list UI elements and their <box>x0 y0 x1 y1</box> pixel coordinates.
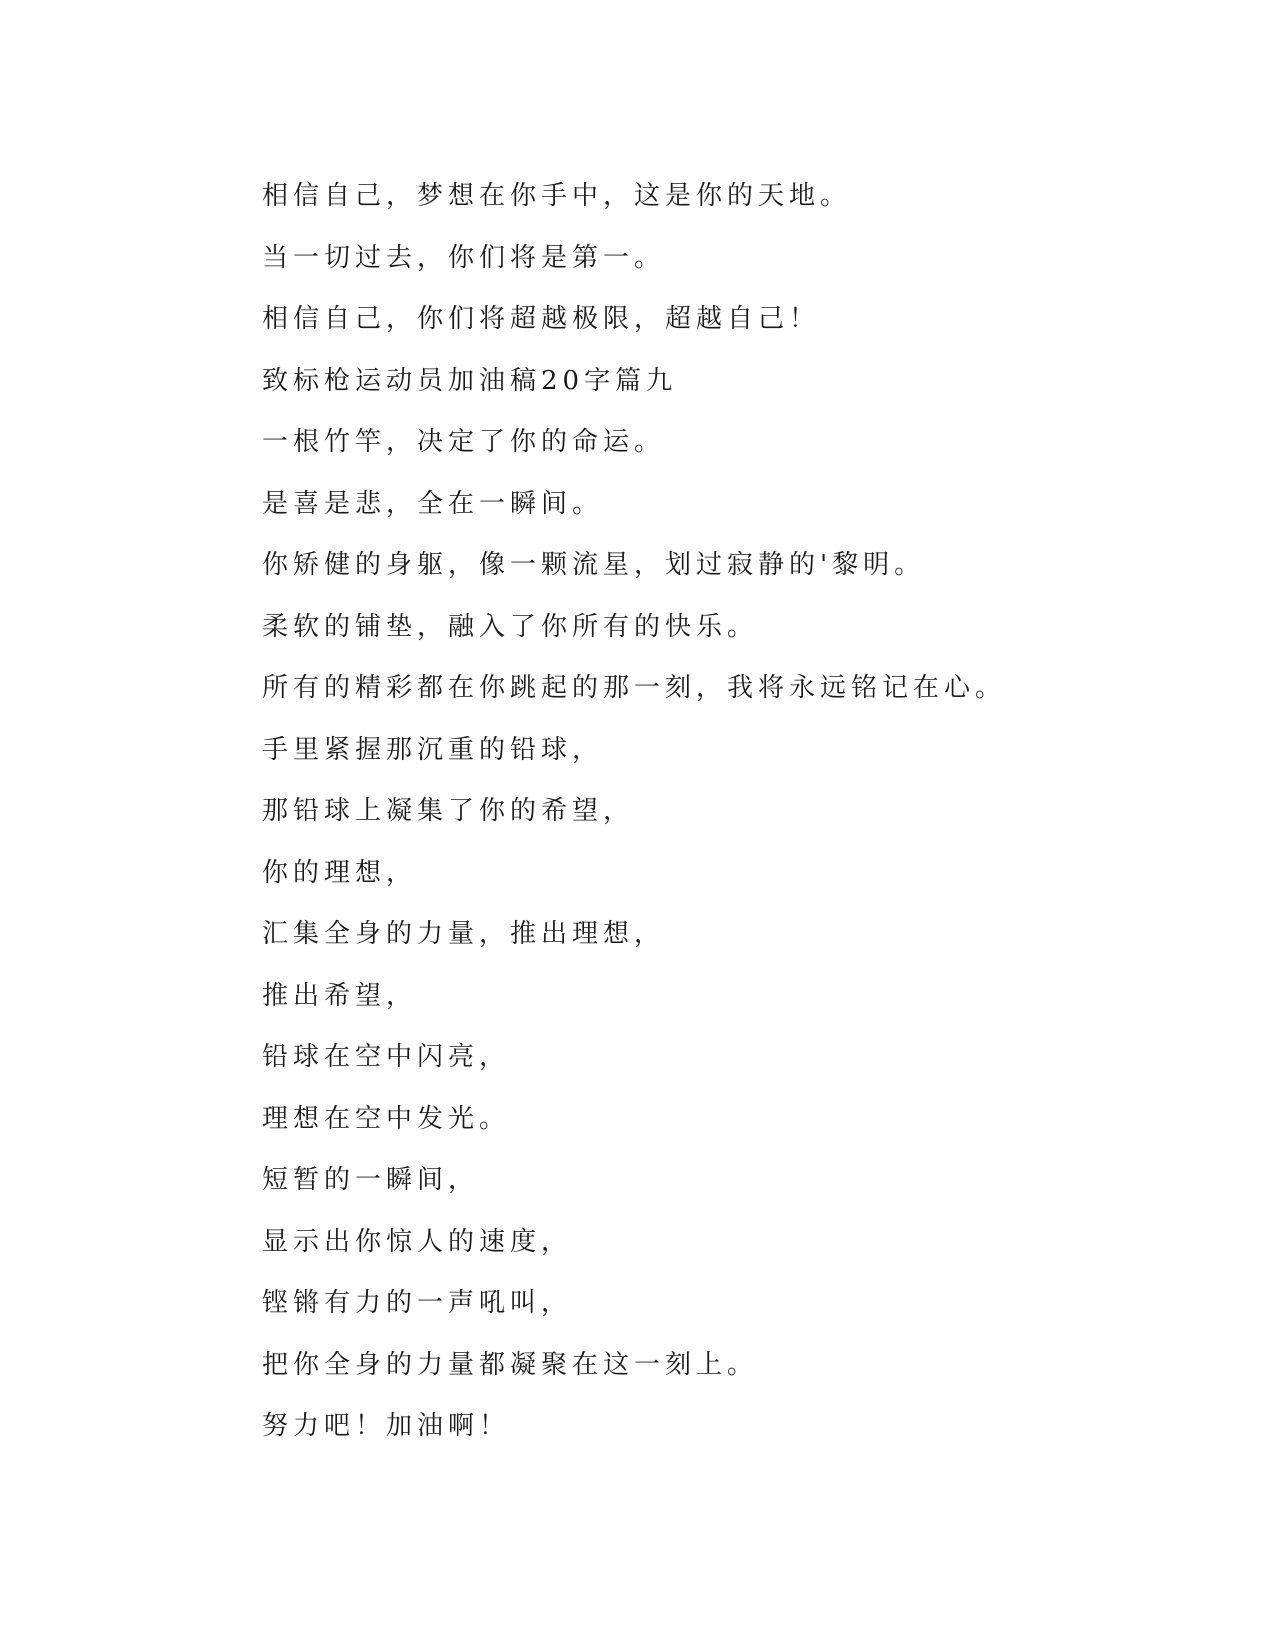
text-line: 一根竹竿，决定了你的命运。 <box>262 427 666 457</box>
text-line: 铅球在空中闪亮， <box>262 1042 511 1072</box>
text-line: 相信自己，你们将超越极限，超越自己！ <box>262 304 821 334</box>
text-line: 铿锵有力的一声吼叫， <box>262 1288 573 1318</box>
text-line: 手里紧握那沉重的铅球， <box>262 734 604 765</box>
text-line: 是喜是悲，全在一瞬间。 <box>262 488 604 519</box>
text-line: 柔软的铺垫，融入了你所有的快乐。 <box>262 611 759 642</box>
text-line: 努力吧！加油啊！ <box>262 1411 511 1441</box>
text-line: 所有的精彩都在你跳起的那一刻，我将永远铭记在心。 <box>262 673 1007 703</box>
text-line: 短暂的一瞬间， <box>262 1165 480 1195</box>
text-line: 你矫健的身躯，像一颗流星，划过寂静的'黎明。 <box>262 550 926 580</box>
document-body <box>262 166 1162 1458</box>
section-heading: 致标枪运动员加油稿20字篇九 <box>262 365 678 396</box>
text-line: 那铅球上凝集了你的希望， <box>262 796 635 826</box>
text-line: 你的理想， <box>262 857 418 888</box>
text-line: 显示出你惊人的速度， <box>262 1226 573 1257</box>
text-line: 汇集全身的力量，推出理想， <box>262 919 666 949</box>
text-line: 把你全身的力量都凝聚在这一刻上。 <box>262 1349 759 1380</box>
text-line: 相信自己，梦想在你手中，这是你的天地。 <box>262 181 852 211</box>
text-line: 当一切过去，你们将是第一。 <box>262 242 666 273</box>
text-line: 推出希望， <box>262 980 418 1011</box>
text-line: 理想在空中发光。 <box>262 1103 511 1134</box>
